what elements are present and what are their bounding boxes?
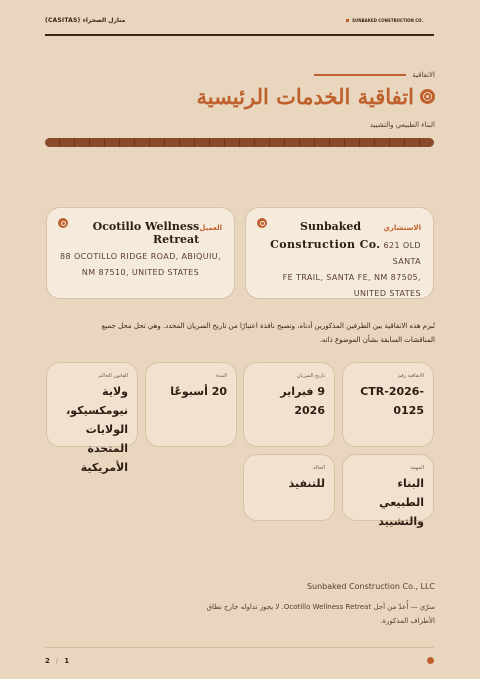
client-address [59,249,222,281]
header-divider [45,34,434,36]
consultant-role: الاستشاري [383,224,421,232]
brand-right-label: SUNBAKED CONSTRUCTION CO. [352,18,423,23]
page-number [45,657,69,665]
duration-card [145,362,237,447]
page-title-text: اتفاقية الخدمات الرئيسية [196,84,414,109]
client-address-line2: NM 87510, UNITED STATES [81,268,200,277]
consultant-address [258,237,421,302]
eyebrow [314,71,435,79]
effective-date-label: تاريخ السريان [296,373,325,379]
status-label: الحالة [313,465,325,471]
agreement-number-label: الاتفاقية رقم [398,373,424,379]
status-value: للتنفيذ [288,477,325,490]
duration-value: 20 أسبوعًا [170,385,227,398]
target-icon [257,218,267,228]
scope-value: البناء الطبيعي والتشييد [378,477,424,528]
confidentiality-notice: سرّي — أُعدّ من أجل Ocotillo Wellness Retreat. لا يجوز تداوله خارج نطاق الأطراف المذكورة. [206,603,435,625]
agreement-number-card [342,362,434,447]
footer-dot-icon [427,657,434,664]
duration-label: المدة [215,373,227,379]
client-role: العميل [199,224,222,232]
consultant-address-line2: FE TRAIL, SANTA FE, NM 87505, [282,273,421,282]
page-current: 1 [64,657,70,665]
consultant-address-line3: UNITED STATES [353,289,421,298]
decorative-band [45,138,434,147]
page-title [196,84,435,109]
company-name: Sunbaked Construction Co., LLC [306,582,435,591]
eyebrow-label: الاتفاقية [412,71,435,79]
agreement-number-value: CTR-2026-0125 [360,385,424,417]
brand-right [346,18,423,23]
client-address-line1: 88 OCOTILLO RIDGE ROAD, ABIQUIU, [60,252,221,261]
footer-divider [45,647,434,648]
client-card [46,207,235,299]
eyebrow-line [314,74,406,76]
page-separator: / [55,657,59,665]
page-subtitle: البناء الطبيعي والتشييد [369,121,435,129]
effective-date-card [243,362,335,447]
target-icon [58,218,68,228]
status-card [243,454,335,521]
governing-law-label: القانون الحاكم [98,373,128,379]
preamble-text: تُبرم هذه الاتفاقية بين الطرفين المذكورين أدناه، وتصبح نافذة اعتبارًا من تاريخ السريان المحدد. وهي تحل محل جميع المناقشات السابقة بشأن الموضوع ذاته. [101,322,435,344]
governing-law-card [46,362,138,474]
effective-date-value: 9 فبراير 2026 [280,385,325,417]
scope-card [342,454,434,528]
target-icon [420,89,435,104]
client-name: Ocotillo Wellness Retreat [92,220,200,246]
governing-law-value: ولاية نيومكسيكو، الولايات المتحدة الأمريكية [66,385,128,474]
consultant-address-line1: 621 OLD SANTA [383,241,421,266]
square-bullet-icon [346,19,349,22]
page-total: 2 [45,657,50,665]
brand-left: (CASITAS) منازل الصحراء [45,17,126,24]
consultant-name: Sunbaked [300,220,362,233]
consultant-name-cont: Construction Co. [270,238,381,251]
consultant-card [245,207,434,299]
scope-label: المهمة [410,465,424,471]
